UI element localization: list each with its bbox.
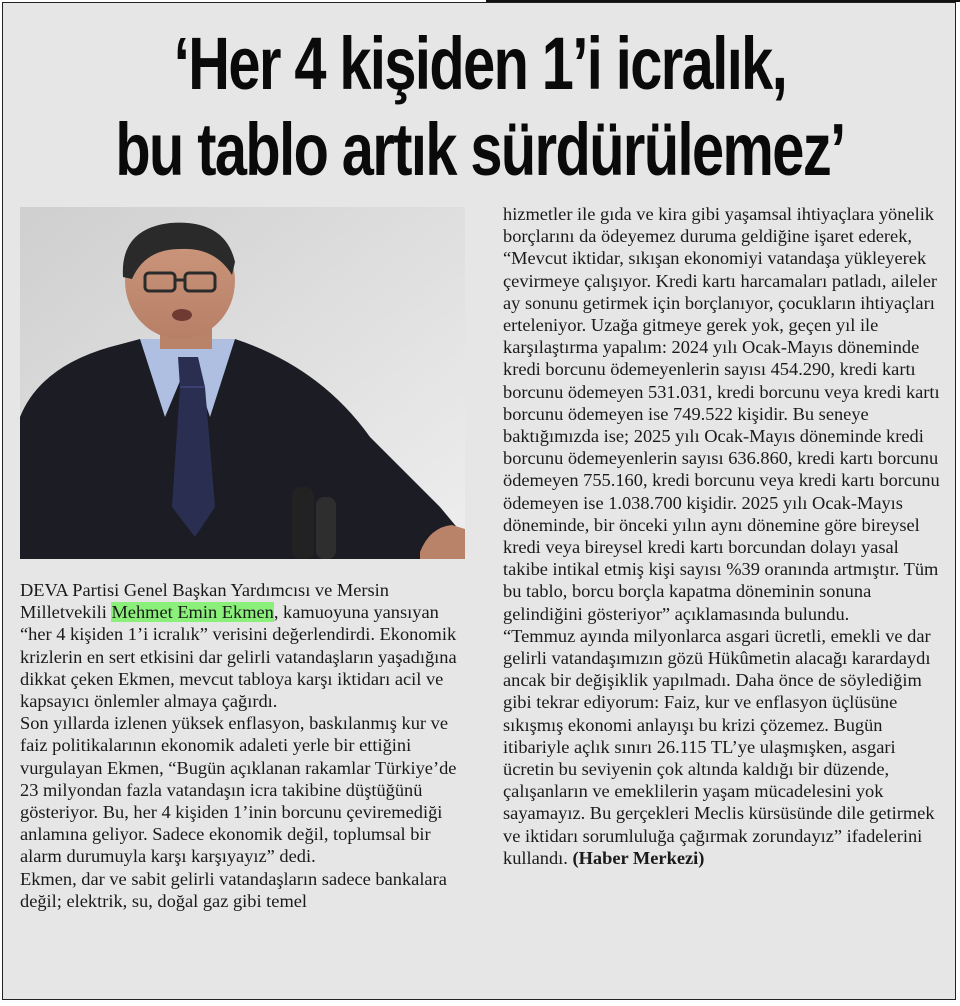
headline-line-1: ‘Her 4 kişiden 1’i icralık, bbox=[173, 22, 787, 105]
article-right-column bbox=[503, 203, 943, 869]
paragraph-2: Son yıllarda izlenen yüksek enflasyon, baskılanmış kur ve faiz politikalarının ekonomik adaleti yerle bir ettiğini vurgulayan Ekmen, “Bugün açıklanan rakamlar Türkiye’de 23 milyondan fazla vatandaşın icra takibine düştüğünü gösteriyor. Bu, her 4 kişiden 1’inin borcunu çeviremediği anlamına geliyor. Sadece ekonomik değil, toplumsal bir alarm durumuyla karşı karşıyayız” dedi. bbox=[20, 713, 457, 867]
headline-line-2: bu tablo artık sürdürülemez’ bbox=[115, 108, 845, 191]
article-left-column bbox=[20, 579, 468, 912]
highlighted-name: Mehmet Emin Ekmen bbox=[111, 602, 274, 623]
news-clipping bbox=[2, 2, 956, 1000]
speaker-photo-illustration bbox=[20, 207, 465, 559]
paragraph-1 bbox=[20, 579, 468, 712]
paragraph-1-intro: DEVA Partisi Genel Başkan Yardımcısı ve Mersin Milletvekili bbox=[20, 580, 389, 623]
paragraph-5-text: “Temmuz ayında milyonlarca asgari ücretli, emekli ve dar gelirli vatandaşımızın gözü Hükûmetin alacağı karardaydı ancak bir değişiklik yapılmadı. Daha önce de söylediğim gibi tekrar ediyorum: Faiz, kur ve enflasyon üçlüsüne sıkışmış ekonomi anlayışı bu krizi çözemez. Bugün itibariyle açlık sınırı 26.115 TL’ye ulaşmışken, asgari ücretin bu seviyenin çok altında kaldığı bir düzende, çalışanların ve emeklilerin yaşam mücadelesini yok sayamayız. Bu gerçekleri Meclis kürsüsünde dile getirmek ve iktidarı sorumluluğa çağırmak zorundayız” ifadelerini kullandı. bbox=[503, 625, 935, 868]
paragraph-5 bbox=[503, 625, 943, 869]
headline bbox=[108, 21, 852, 193]
byline: (Haber Merkezi) bbox=[572, 847, 705, 868]
speaker-photo bbox=[20, 207, 465, 559]
paragraph-1-rest: , kamuoyuna yansıyan “her 4 kişiden 1’i icralık” verisini değerlendirdi. Ekonomik krizlerin en sert etkisini dar gelirli vatandaşların yaşadığına dikkat çeken Ekmen, mevcut tabloya karşı iktidarı acil ve kapsayıcı önlemler almaya çağırdı. bbox=[20, 602, 457, 712]
paragraph-3: Ekmen, dar ve sabit gelirli vatandaşların sadece bankalara değil; elektrik, su, doğal gaz gibi temel bbox=[20, 868, 447, 911]
paragraph-4: hizmetler ile gıda ve kira gibi yaşamsal ihtiyaçlara yönelik borçlarını da ödeyemez duruma geldiğine işaret ederek, “Mevcut iktidar, sıkışan ekonomiyi vatandaşa yükleyerek çevirmeye çalışıyor. Kredi kartı harcamaları patladı, aileler ay sonunu getirmek için borçlanıyor, çocukların ihtiyaçları erteleniyor. Uzağa gitmeye gerek yok, geçen yıl ile karşılaştırma yapalım: 2024 yılı Ocak-Mayıs döneminde kredi borcunu ödemeyenlerin sayısı 454.290, kredi kartı borcunu ödemeyen 531.031, kredi borcunu veya kredi kartı borcunu ödemeyen ise 749.522 kişidir. Bu seneye baktığımızda ise; 2025 yılı Ocak-Mayıs döneminde kredi borcunu ödemeyenlerin sayısı 636.860, kredi kartı borcunu ödemeyen 755.160, kredi borcunu veya kredi kartı borcunu ödemeyen ise 1.038.700 kişidir. 2025 yılı Ocak-Mayıs döneminde, bir önceki yılın aynı dönemine göre bireysel kredi veya bireysel kredi kartı borcundan dolayı yasal takibe intikal etmiş kişi sayısı %39 oranında artmıştır. Tüm bu tablo, borcu borçla kapatma döneminin sonuna gelindiğini gösteriyor” açıklamasında bulundu. bbox=[503, 204, 940, 624]
